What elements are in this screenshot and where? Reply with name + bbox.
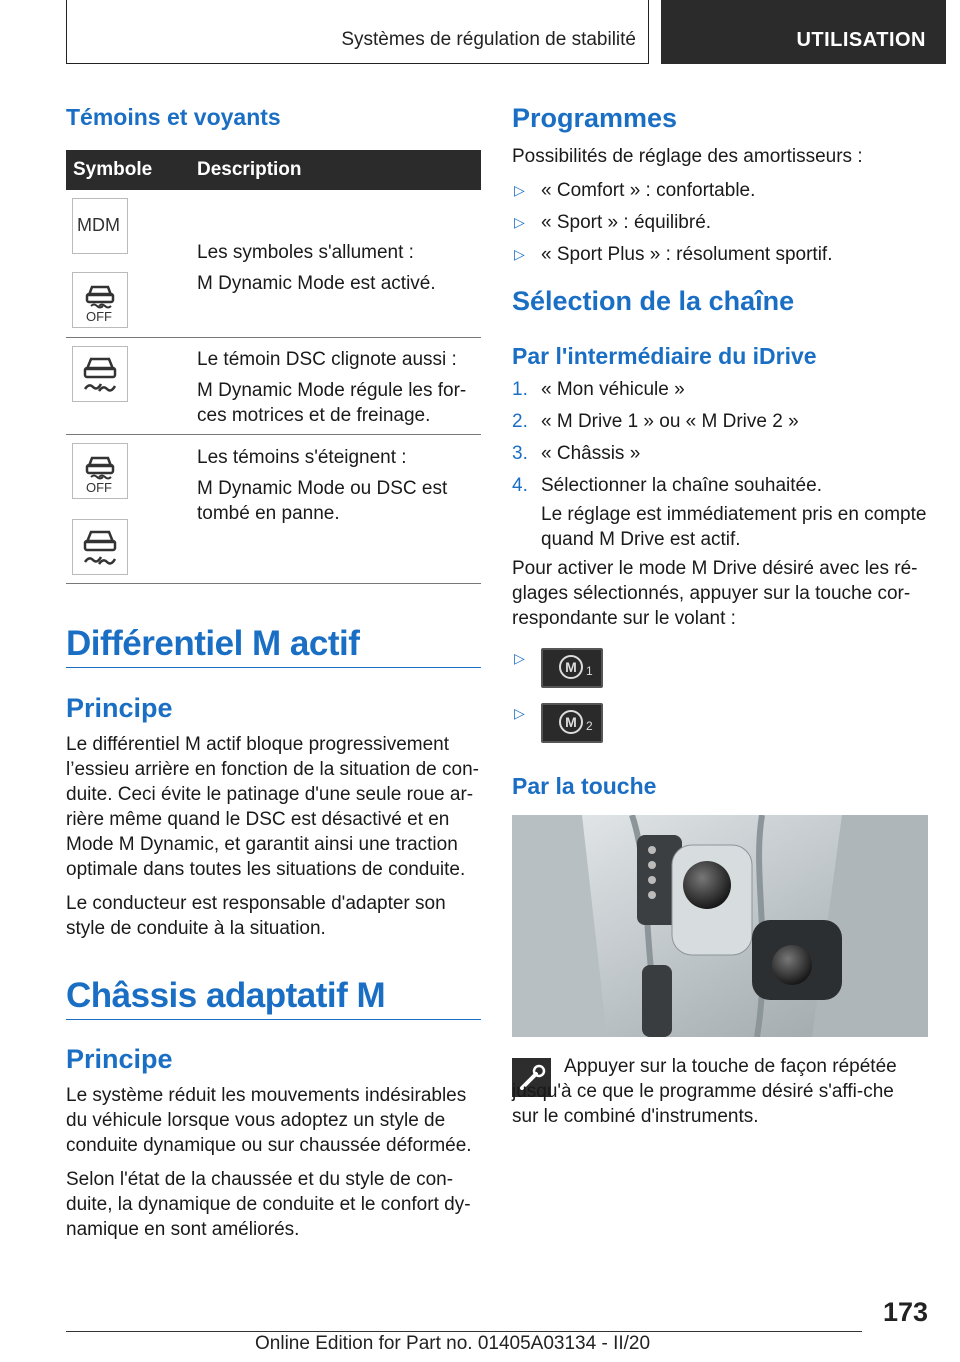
triangle-bullet-icon: ▷ [514, 650, 525, 666]
chassis-heading [66, 976, 481, 1020]
m2-item [512, 703, 632, 745]
dsc-off-icon [72, 443, 128, 499]
list-item [512, 409, 928, 434]
m1-item [512, 648, 632, 690]
svg-text:M: M [565, 659, 577, 675]
programmes-intro: Possibilités de réglage des amortisseurs : [512, 146, 863, 167]
step-note: Le réglage est immédiatement pris en compte quand M Drive est actif. [541, 504, 927, 550]
row2-line2: M Dynamic Mode régule les for-ces motrices et de freinage. [197, 380, 467, 426]
diff-paragraph: Le conducteur est responsable d'adapter son style de conduite à la situation. [66, 893, 446, 939]
table-title: Témoins et voyants [66, 104, 281, 130]
dsc-icon [72, 519, 128, 575]
list-item [512, 473, 928, 498]
step-text: « Mon véhicule » [541, 379, 685, 400]
diff-heading [66, 624, 481, 668]
chassis-heading-text: Châssis adaptatif M [66, 976, 386, 1015]
step-text: « M Drive 1 » ou « M Drive 2 » [541, 411, 799, 432]
m2-button-icon [541, 703, 603, 743]
section-title: Systèmes de régulation de stabilité [341, 29, 636, 50]
chassis-paragraph: Selon l'état de la chaussée et du style de con-duite, la dynamique de conduite et le confort dy-namique en sont améliorés. [66, 1169, 471, 1240]
row3-line1: Les témoins s'éteignent : [197, 447, 407, 468]
chassis-paragraph: Le système réduit les mouvements indésirables du véhicule lorsque vous adoptez un style de conduite dynamique ou sur chaussée déformée. [66, 1085, 472, 1156]
m2-digit: 2 [586, 719, 593, 733]
center-console-photo [512, 815, 928, 1037]
step-number: 4. [512, 475, 528, 496]
programmes-body [512, 144, 928, 274]
chapter-tab-label: UTILISATION [796, 29, 926, 51]
chassis-body [66, 1083, 481, 1251]
row2-line1: Le témoin DSC clignote aussi : [197, 349, 457, 370]
programmes-list [512, 178, 928, 267]
diff-subheading: Principe [66, 693, 173, 723]
mdm-icon [72, 198, 128, 254]
activate-text: Pour activer le mode M Drive désiré avec les ré-glages sélectionnés, appuyer sur la touche cor-respondante sur le volant : [512, 558, 918, 629]
list-item: ▷ « Sport Plus » : résolument sportif. [512, 242, 928, 267]
off-label: OFF [86, 309, 112, 324]
indicator-table [66, 150, 481, 584]
list-item [512, 441, 928, 466]
step-number: 1. [512, 379, 528, 400]
step-text: « Châssis » [541, 443, 641, 464]
diff-paragraph: Le différentiel M actif bloque progressivement l’essieu arrière en fonction de la situation de con-duite. Ceci évite le patinage d'une seule roue ar-rière même quand le DSC est désactivé et en Mode M Dynamic, et garantit ainsi une traction optimale dans toutes les situations de conduite. [66, 734, 479, 880]
touche-heading: Par la touche [512, 773, 657, 799]
dsc-icon [72, 346, 128, 402]
list-item: ▷ « Comfort » : confortable. [512, 178, 928, 203]
step-number: 3. [512, 443, 528, 464]
idrive-heading: Par l'intermédiaire du iDrive [512, 343, 817, 369]
footer-edition: Online Edition for Part no. 01405A03134 - II/20 [255, 1333, 651, 1354]
table-row [66, 435, 481, 584]
table-row [66, 338, 481, 435]
m1-digit: 1 [586, 664, 593, 678]
off-label: OFF [86, 480, 112, 495]
footer-divider [66, 1331, 862, 1332]
programmes-heading: Programmes [512, 103, 678, 133]
touche-note: Appuyer sur la touche de façon répétée jusqu'à ce que le programme désiré s'affi-che sur le combiné d'instruments. [512, 1056, 897, 1127]
chassis-subheading: Principe [66, 1044, 173, 1074]
m1-button-icon [541, 648, 603, 688]
svg-text:M: M [565, 714, 577, 730]
idrive-steps [512, 377, 928, 640]
row1-line2: M Dynamic Mode est activé. [197, 273, 436, 294]
chapter-tab [661, 0, 946, 64]
diff-body [66, 732, 481, 950]
list-item: ▷ « Sport » : équilibré. [512, 210, 928, 235]
row1-line1: Les symboles s'allument : [197, 242, 414, 263]
triangle-bullet-icon: ▷ [514, 705, 525, 721]
mdm-icon-label: MDM [77, 215, 120, 235]
dsc-off-icon [72, 272, 128, 328]
col-description-header: Description [197, 159, 302, 180]
steps-list [512, 377, 928, 498]
table-row [66, 190, 481, 338]
row3-line2: M Dynamic Mode ou DSC est tombé en panne. [197, 478, 448, 524]
step-text: Sélectionner la chaîne souhaitée. [541, 475, 822, 496]
table-header [66, 150, 481, 190]
page-number: 173 [882, 1297, 928, 1327]
selection-heading: Sélection de la chaîne [512, 286, 795, 316]
list-item [512, 377, 928, 402]
step-number: 2. [512, 411, 528, 432]
diff-heading-text: Différentiel M actif [66, 624, 360, 663]
header-box [66, 0, 649, 64]
col-symbol-header: Symbole [73, 159, 153, 180]
